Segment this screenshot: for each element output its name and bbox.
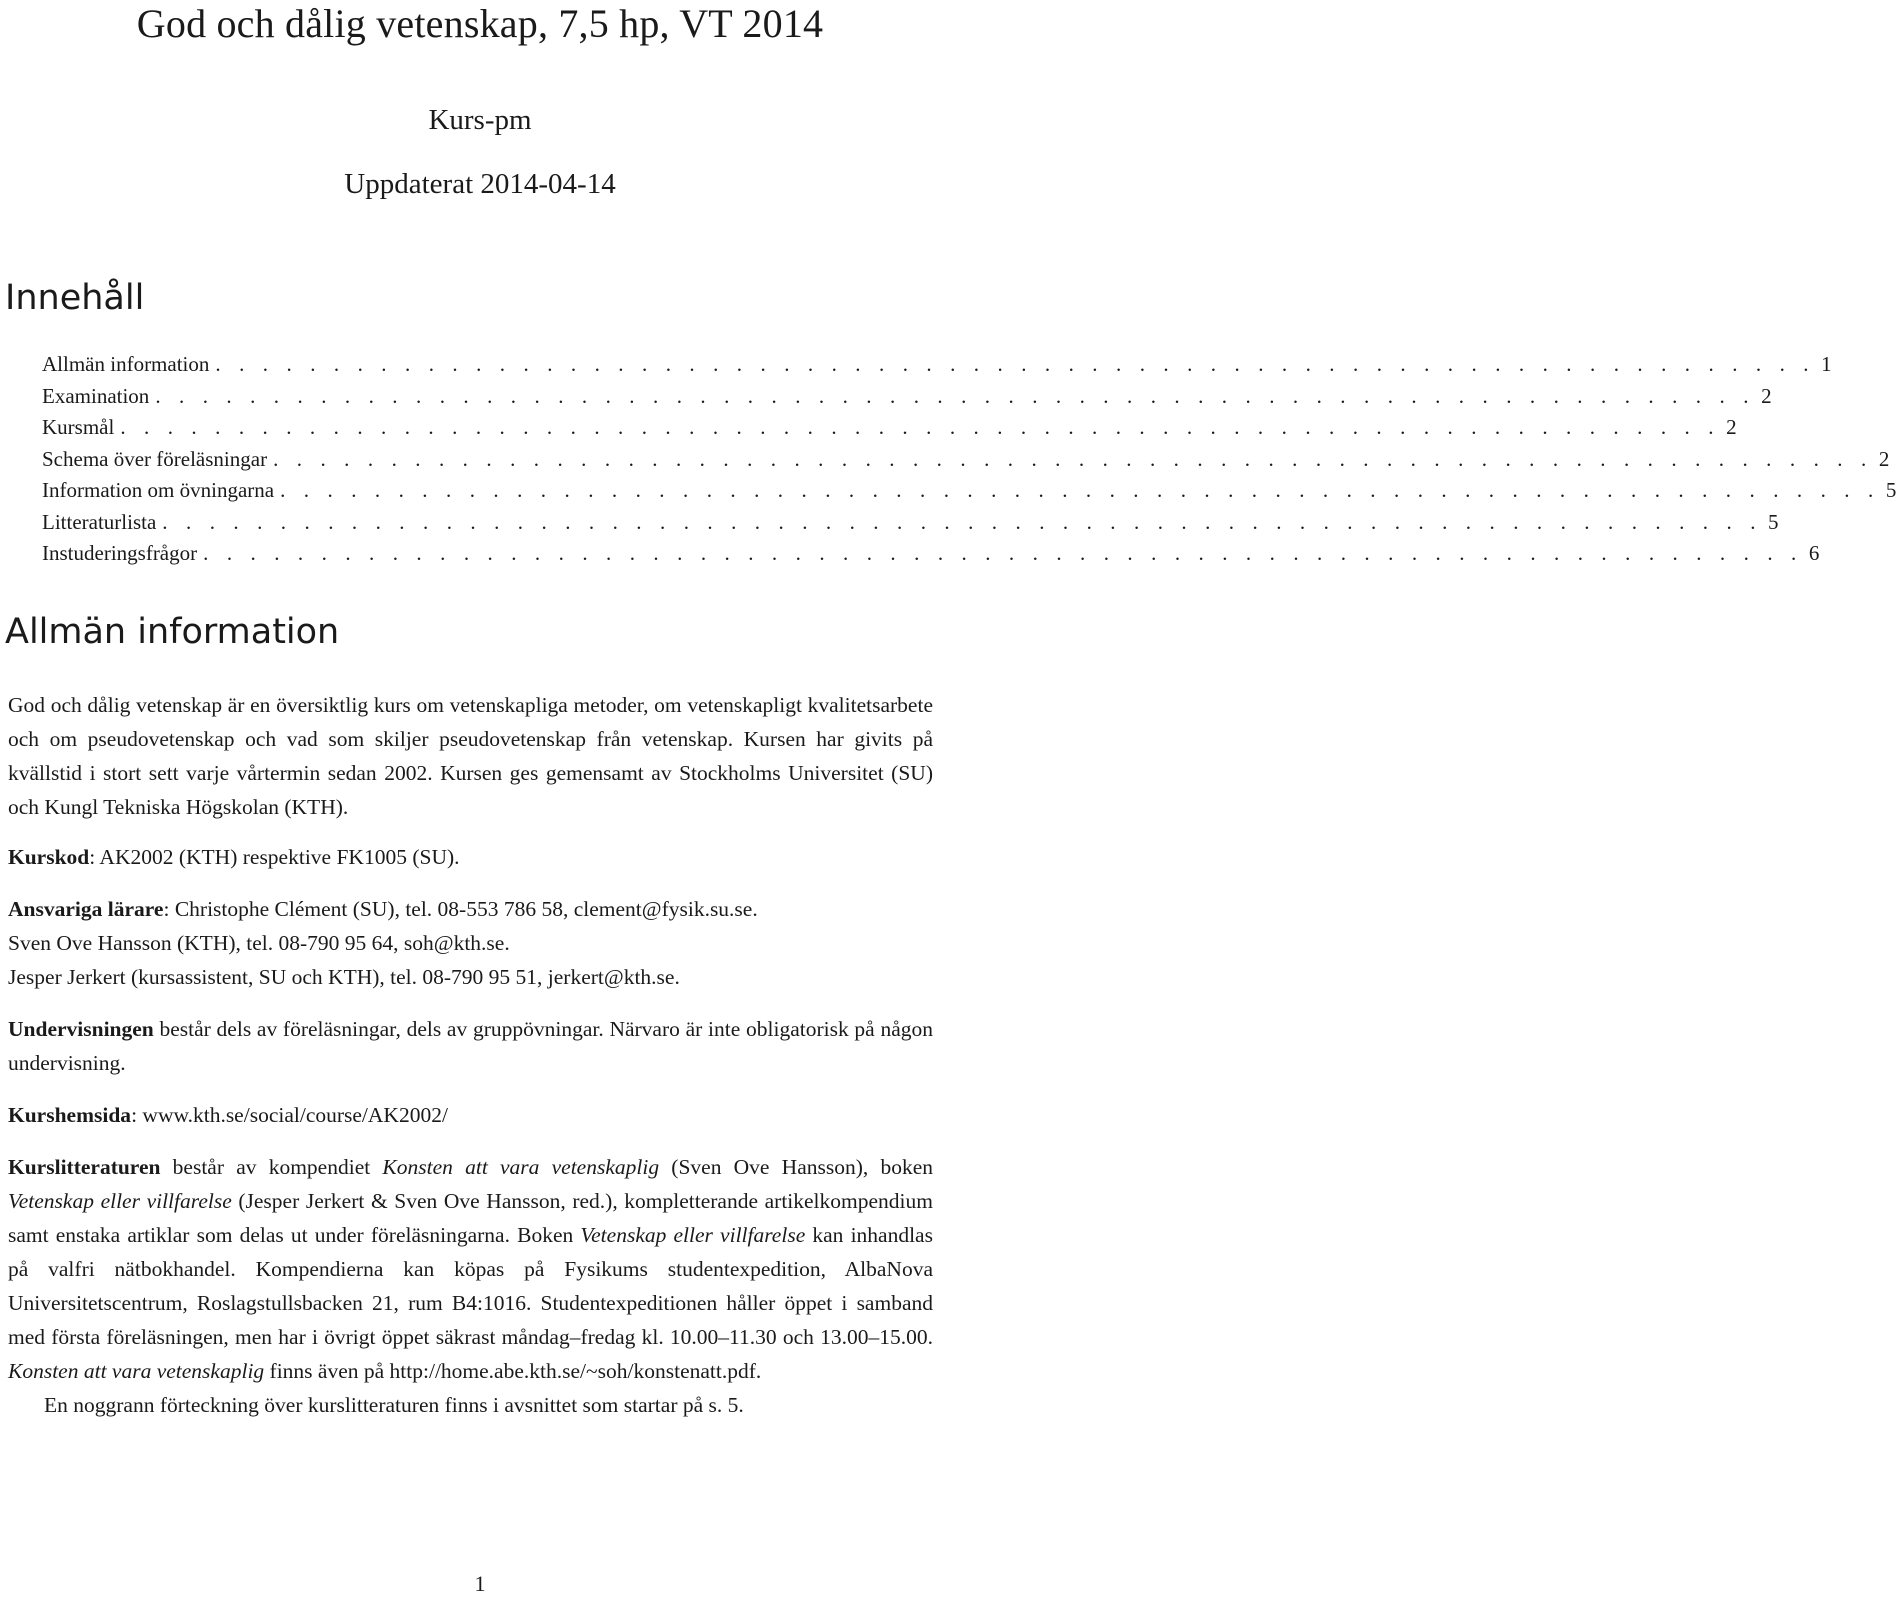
course-code-value: : AK2002 (KTH) respektive FK1005 (SU). (89, 845, 460, 869)
toc-entry-label: Schema över föreläsningar (42, 446, 268, 471)
toc-entry-page: 6 (1808, 541, 1820, 565)
toc-entry-label: Litteraturlista (42, 509, 157, 534)
toc-entry-label: Examination (42, 383, 150, 408)
literature-text: (Jesper Jerkert & Sven Ove Hansson, red.), kompletterande artikelkompendium samt enstaka artiklar som delas ut under föreläsningarna. Boken (8, 1189, 933, 1247)
toc-leader-dots: . . . . . . . . . . . . . . . . . . . . . . . . . . . . . . . . . . . . . . . . . . . . . . . . . . . . . . . . . . . . . . . . . . . . (273, 446, 1873, 471)
teachers-label: Ansvariga lärare (8, 897, 164, 921)
teacher-line: Sven Ove Hansson (KTH), tel. 08-790 95 64, soh@kth.se. (8, 931, 510, 955)
section-heading: Allmän information (5, 612, 340, 652)
toc-entry[interactable] (42, 446, 1890, 479)
teaching-text: består dels av föreläsningar, dels av gruppövningar. Närvaro är inte obligatorisk på någon undervisning. (8, 1017, 933, 1075)
toc-leader-dots: . . . . . . . . . . . . . . . . . . . . . . . . . . . . . . . . . . . . . . . . . . . . . . . . . . . . . . . . . . . . . . . . . . . . (215, 352, 1816, 376)
toc-entry-page: 2 (1761, 383, 1772, 408)
toc-entry-label: Information om övningarna (42, 478, 275, 502)
book-title: Vetenskap eller villfarelse (580, 1223, 806, 1247)
literature-text: (Sven Ove Hansson), boken (659, 1155, 933, 1179)
teachers-paragraph (8, 892, 933, 926)
toc-leader-dots: . . . . . . . . . . . . . . . . . . . . . . . . . . . . . . . . . . . . . . . . . . . . . . . . . . . . . . . . . . . . . . . . . . . . (162, 509, 1763, 534)
document-subtitle: Kurs-pm (428, 104, 532, 136)
book-title: Konsten att vara vetenskaplig (8, 1359, 265, 1383)
update-date: Uppdaterat 2014-04-14 (344, 168, 616, 200)
page-number: 1 (474, 1571, 486, 1596)
toc-entry-label: Kursmål (42, 415, 115, 439)
course-code-paragraph (8, 840, 933, 874)
toc-entry-page: 5 (1885, 478, 1896, 502)
toc-entry-page: 2 (1726, 415, 1737, 439)
toc-entry[interactable] (42, 509, 1779, 542)
toc-entry[interactable] (42, 352, 1832, 384)
toc-leader-dots: . . . . . . . . . . . . . . . . . . . . . . . . . . . . . . . . . . . . . . . . . . . . . . . . . . . . . . . . . . . . . . . . . . . . (280, 478, 1880, 502)
section-body (8, 688, 933, 1422)
book-title: Konsten att vara vetenskaplig (382, 1155, 660, 1179)
toc-leader-dots: . . . . . . . . . . . . . . . . . . . . . . . . . . . . . . . . . . . . . . . . . . . . . . . . . . . . . . . . . . . . . . . . . . . . (203, 541, 1803, 565)
intro-paragraph: God och dålig vetenskap är en översiktlig kurs om vetenskapliga metoder, om vetenskapligt kvalitetsarbete och om pseudovetenskap och vad som skiljer pseudovetenskap från vetenskap. Kursen har givits på kvällstid i stort sett varje vårtermin sedan 2002. Kursen ges gemensamt av Stockholms Universitet (SU) och Kungl Tekniska Högskolan (KTH). (8, 693, 933, 819)
teacher-line: : Christophe Clément (SU), tel. 08-553 786 58, clement@fysik.su.se. (163, 897, 758, 921)
teacher-line: Jesper Jerkert (kursassistent, SU och KTH), tel. 08-790 95 51, jerkert@kth.se. (8, 965, 680, 989)
homepage-paragraph (8, 1098, 933, 1132)
toc-entry-page: 1 (1821, 352, 1832, 376)
toc-entry[interactable] (42, 541, 1820, 573)
toc-leader-dots: . . . . . . . . . . . . . . . . . . . . . . . . . . . . . . . . . . . . . . . . . . . . . . . . . . . . . . . . . . . . . . . . . . . . (155, 383, 1756, 408)
literature-text: består av kompendiet (160, 1155, 383, 1179)
toc-entry-page: 5 (1768, 509, 1779, 534)
literature-text: finns även på http://home.abe.kth.se/~soh/konstenatt.pdf. (264, 1359, 762, 1383)
homepage-link[interactable]: : www.kth.se/social/course/AK2002/ (131, 1103, 448, 1127)
literature-label: Kurslitteraturen (8, 1155, 161, 1179)
toc-entry[interactable] (42, 383, 1772, 416)
toc-entry-label: Allmän information (42, 352, 210, 376)
toc-entry[interactable] (42, 478, 1896, 510)
book-title: Vetenskap eller villfarelse (8, 1189, 232, 1213)
homepage-label: Kurshemsida (8, 1103, 132, 1127)
teaching-label: Undervisningen (8, 1017, 154, 1041)
table-of-contents (42, 352, 1896, 573)
toc-entry-page: 2 (1878, 446, 1890, 471)
course-code-label: Kurskod (8, 845, 90, 869)
toc-leader-dots: . . . . . . . . . . . . . . . . . . . . . . . . . . . . . . . . . . . . . . . . . . . . . . . . . . . . . . . . . . . . . . . . . . . . (120, 415, 1721, 439)
literature-text: kan inhandlas på valfri nätbokhandel. Kompendierna kan köpas på Fysikums studentexpedition, AlbaNova Universitetscentrum, Roslagstullsbacken 21, rum B4:1016. Studentexpeditionen håller öppet i samband med första föreläsningen, men har i övrigt öppet säkrast måndag–fredag kl. 10.00–11.30 och 13.00–15.00. (8, 1223, 933, 1349)
toc-entry[interactable] (42, 415, 1737, 447)
toc-heading: Innehåll (5, 278, 145, 318)
toc-entry-label: Instuderingsfrågor (42, 541, 198, 565)
literature-reference: En noggrann förteckning över kurslitteraturen finns i avsnittet som startar på s. 5. (44, 1393, 744, 1417)
literature-paragraph (8, 1150, 933, 1388)
document-title: God och dålig vetenskap, 7,5 hp, VT 2014 (136, 1, 824, 46)
teaching-paragraph (8, 1012, 933, 1080)
